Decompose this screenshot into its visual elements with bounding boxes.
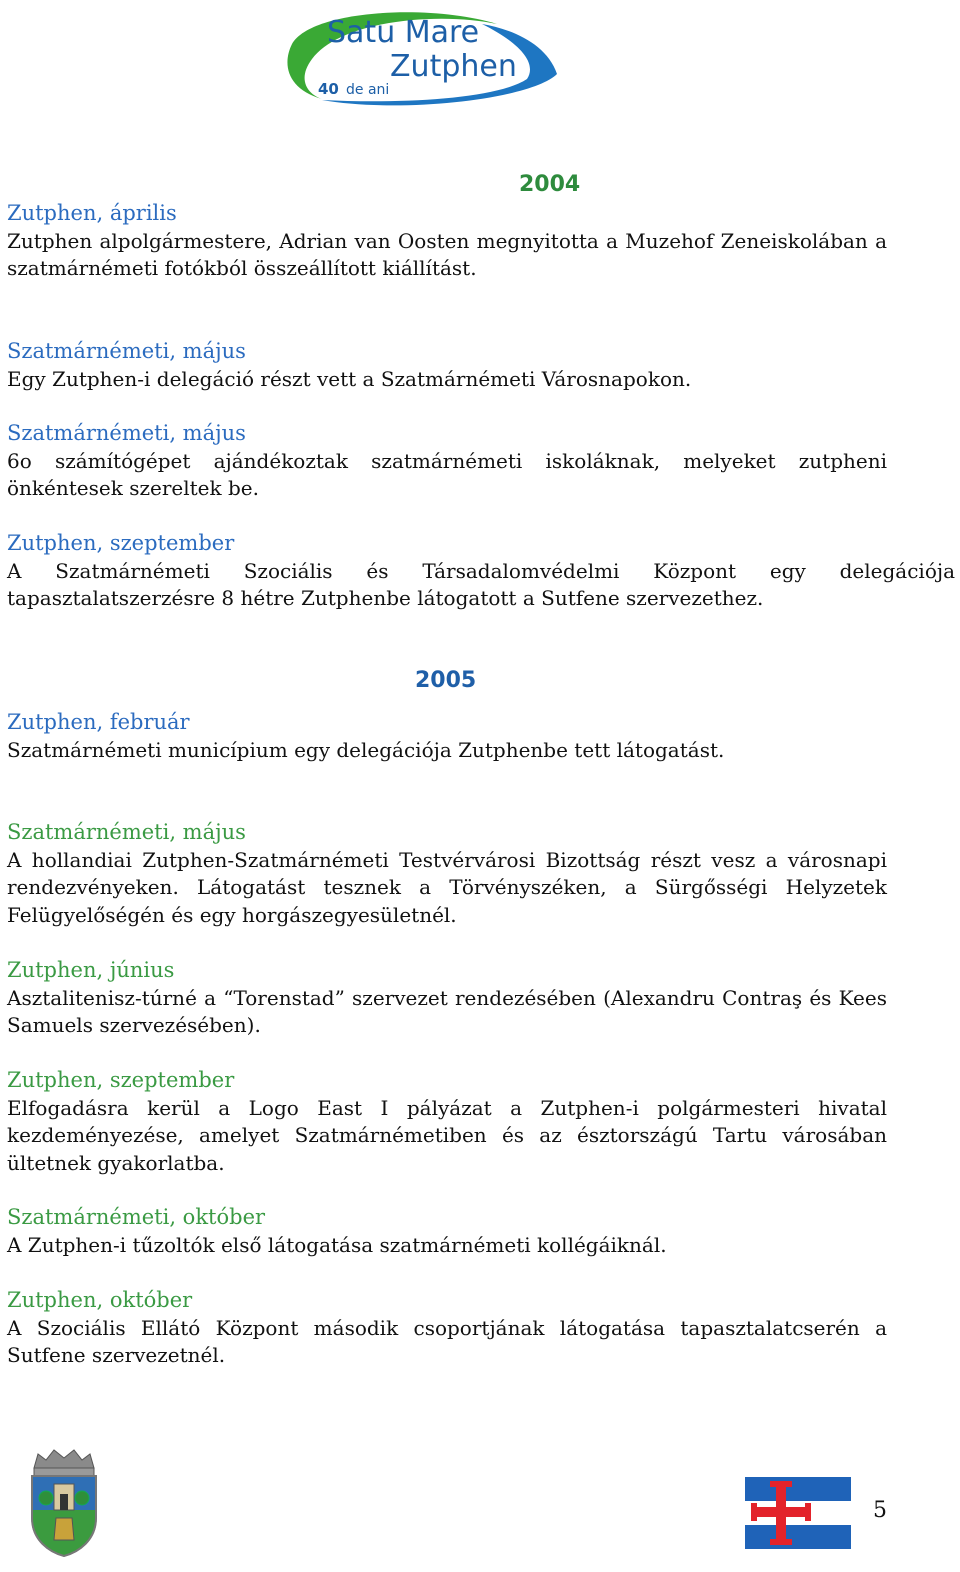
entry-2005-5 [7,1204,887,1259]
entry-text: Asztalitenisz-túrné a “Torenstad” szervezet rendezésében (Alexandru Contraş és Kees Samuels szervezésében). [7,985,887,1037]
entry-text: A Szociális Ellátó Központ második csoportjának látogatása tapasztalatcserén a Sutfene szervezetnél. [7,1315,887,1367]
entry-2005-1 [7,709,887,764]
entry-text: Szatmárnémeti municípium egy delegációja Zutphenbe tett látogatást. [7,737,725,762]
entry-text: A Zutphen-i tűzoltók első látogatása szatmárnémeti kollégáiknál. [7,1232,667,1257]
logo-badge-number: 40 [318,80,339,98]
page-number: 5 [873,1498,887,1523]
logo-line1: Satu Mare [327,15,480,50]
entry-text: A hollandiai Zutphen-Szatmárnémeti Testvérvárosi Bizottság részt vesz a városnapi rendezvényeken. Látogatást tesznek a Törvényszéken, a Sürgősségi Helyzetek Felügyelőségén és egy horgászegyesületnél. [7,847,887,927]
logo-line2: Zutphen [390,49,517,84]
entry-2004-4 [7,530,955,613]
year-heading-2005: 2005 [415,668,477,693]
entry-place-date: Szatmárnémeti, május [7,421,246,445]
entry-2004-3 [7,420,887,503]
entry-text: Zutphen alpolgármestere, Adrian van Oosten megnyitotta a Muzehof Zeneiskolában a szatmárnémeti fotókból összeállított kiállítást. [7,228,887,280]
entry-place-date: Zutphen, szeptember [7,531,235,555]
year-heading-2004: 2004 [519,172,581,197]
satu-mare-coat-of-arms-icon [24,1448,104,1558]
entry-text: Elfogadásra kerül a Logo East I pályázat a Zutphen-i polgármesteri hivatal kezdeményezése, amelyet Szatmárnémetiben és az észtországú Tartu városában ültetnek gyakorlatba. [7,1095,887,1175]
entry-place-date: Zutphen, október [7,1288,193,1312]
logo-badge-text: de ani [346,82,390,98]
entry-2004-2 [7,338,887,393]
entry-text: A Szatmárnémeti Szociális és Társadalomvédelmi Központ egy delegációja tapasztalatszerzésre 8 hétre Zutphenbe látogatott a Sutfene szervezethez. [7,558,955,610]
entry-2005-2 [7,819,887,929]
entry-2005-4 [7,1067,887,1177]
entry-place-date: Szatmárnémeti, október [7,1205,266,1229]
entry-place-date: Zutphen, április [7,201,177,225]
entry-text: 6o számítógépet ajándékoztak szatmárnémeti iskoláknak, melyeket zutpheni önkéntesek szereltek be. [7,448,887,500]
entry-2005-3 [7,957,887,1040]
entry-place-date: Zutphen, június [7,958,175,982]
entry-text: Egy Zutphen-i delegáció részt vett a Szatmárnémeti Városnapokon. [7,366,692,391]
entry-place-date: Szatmárnémeti, május [7,339,246,363]
entry-place-date: Zutphen, február [7,710,190,734]
entry-2004-1 [7,200,887,283]
entry-place-date: Szatmárnémeti, május [7,820,246,844]
entry-2005-6 [7,1287,887,1370]
zutphen-flag-icon [745,1477,851,1549]
entry-place-date: Zutphen, szeptember [7,1068,235,1092]
satu-mare-zutphen-logo [282,4,562,110]
